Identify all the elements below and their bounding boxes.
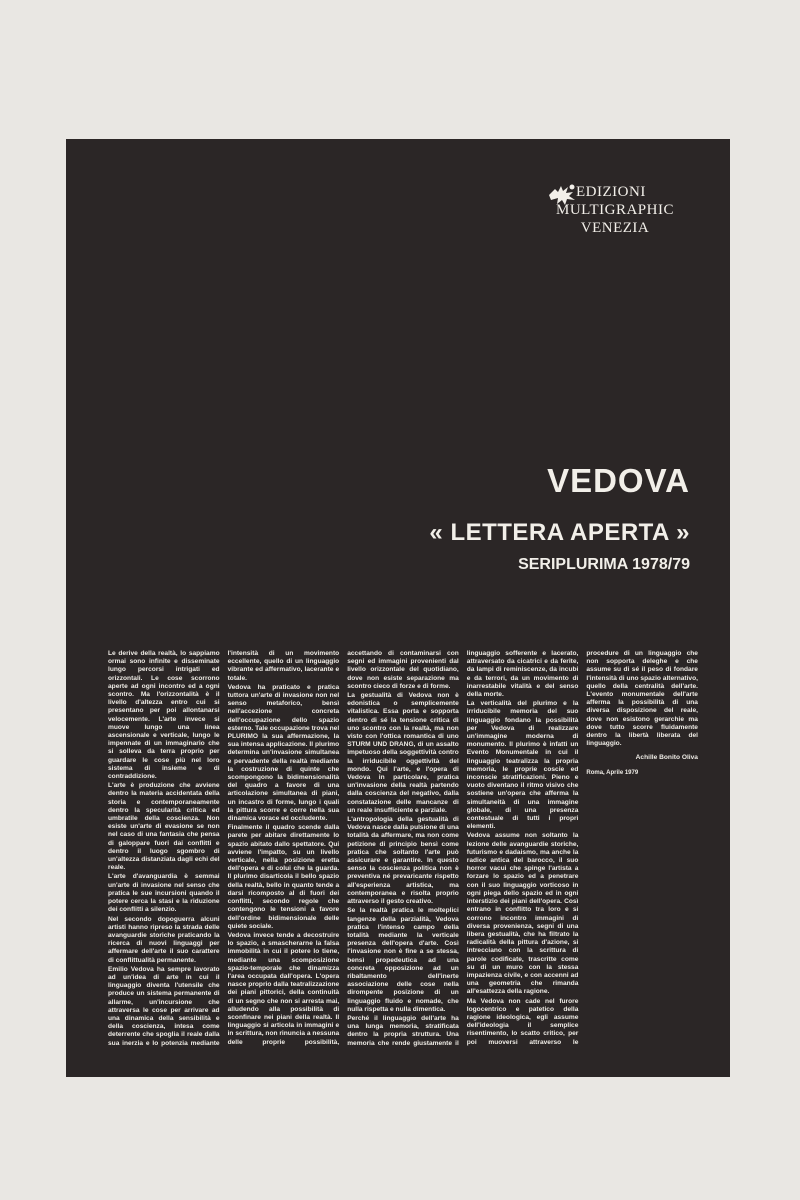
- essay-paragraph: Le derive della realtà, lo sappiamo ormai sono infinite e disseminate lungo percorsi intrigati ed orizzontali. Le cose scorrono aperte ad ogni incontro ed a ogni scontro. Ma l'orizzontalità è il livello d'altezza entro cui si presentano per poi allontanarsi velocemente. L'arte invece si muove lungo una linea ascensionale e verticale, lungo le impennate di un immaginario che si solleva da terra proprio per guardare le cose più nel loro sistema di insieme e di contraddizione.: [108, 650, 220, 781]
- essay-paragraph: Emilio Vedova ha sempre lavorato ad un'idea di arte in cui il linguaggio diventa l'utensile che produce un sistema permanente di allarme, un'incursione che attraversa le cose per arrivare ad una dinamica della sensibilità e della coscienza, intesa come deterrente che spoglia il reale dalla sua inerzia e lo potenzia mediante l'intensità di un movimento eccellente, quello di un linguaggio vibrante ed affermativo, lacerante e totale.: [108, 650, 340, 1047]
- essay-paragraph: L'antropologia della gestualità di Vedova nasce dalla pulsione di una totalità da affermare, ma non come petizione di principio bensì come pratica che soltanto l'arte può assicurare e garantire. In questo senso la coscienza politica non è preventiva né prevaricante rispetto all'esperienza artistica, ma contemporanea e risolta proprio attraverso il gesto creativo.: [347, 816, 459, 906]
- work-subtitle: « LETTERA APERTA »: [429, 519, 690, 546]
- place-date: Roma, Aprile 1979: [586, 769, 639, 776]
- essay-paragraph: L'arte è produzione che avviene dentro la materia accidentata della storia e contemporaneamente dentro la specularità critica ed umbratile della coscienza. Non esiste un'arte di evasione se non nel caso di una fantasia che pensa di galoppare fuori dai conflitti e dentro il luogo sgombro di un'altezza distanziata dagli echi del reale.: [108, 782, 220, 872]
- essay-paragraph: Vedova ha praticato e pratica tuttora un'arte di invasione non nel senso metaforico, bensì nell'accezione concreta dell'occupazione dello spazio esterno. Tale occupazione trova nel PLURIMO la sua affermazione, la sua intensa applicazione. Il plurimo determina un'invasione simultanea e pervadente della realtà mediante la costruzione di quinte che scompongono la bidimensionalità del quadro a favore di una articolazione simultanea di piani, un incastro di forme, lungo i quali la pittura scorre e corre nella sua dinamica vorace ed occludente.: [227, 683, 340, 823]
- essay-paragraph: Nel secondo dopoguerra alcuni artisti hanno ripreso la strada delle avanguardie storiche praticando la ricerca di nuovi linguaggi per affermare dell'arte il suo carattere di conflittualità permanente.: [108, 915, 220, 964]
- poster-sheet: [66, 139, 730, 1077]
- essay-paragraph: Vedova invece tende a decostruire lo spazio, a smascherarne la falsa immobilità in cui il potere lo tiene, mediante una scomposizione spazio-temporale che dinamizza l'area occupata dall'opera. L'opera nasce proprio dalla teatralizzazione dei piani pittorici, della continuità di un segno che non si arresta mai, alludendo alla possibilità di sconfinare nei piani della realtà. Il linguaggio si articola in immagini e in scrittura, non rinuncia a nessuna delle proprie possibilità, accettando di contaminarsi con segni ed immagini provenienti dal livello orizzontale del quotidiano, dove non esiste separazione ma scontro cieco di forze e di forme.: [227, 650, 459, 1046]
- publisher-line-3: VENEZIA: [580, 220, 650, 236]
- publisher-line-2: MULTIGRAPHIC: [556, 202, 674, 218]
- author-signature: Achille Bonito Oliva: [635, 754, 698, 762]
- essay-text: [108, 650, 698, 1050]
- essay-paragraph: Perché il linguaggio dell'arte ha una lunga memoria, stratificata dentro la propria struttura. Una memoria che rende giustamente il linguaggio sofferente e lacerato, attraversato da cicatrici e da ferite, da lampi di reminiscenze, da incubi e da terrori, da un movimento di inarrestabile vitalità e del senso della morte.: [347, 650, 579, 1047]
- essay-paragraph: Ma Vedova non cade nel furore logocentrico e patetico della ragione ideologica, egli assume dell'ideologia il semplice risentimento, lo scatto critico, per poi muoversi attraverso le procedure di un linguaggio che non sopporta deleghe e che assume su di sé il peso di fondare l'intensità di uno spazio alternativo, quello della centralità dell'arte. L'evento monumentale dell'arte afferma la possibilità di una diversa disposizione del reale, dove non esistono gerarchie ma dove tutto scorre fluidamente dentro la libertà liberata del linguaggio.: [466, 650, 698, 1046]
- essay-paragraph: Vedova assume non soltanto la lezione delle avanguardie storiche, futurismo e dadaismo, ma anche la radice antica del barocco, il suo horror vacui che spinge l'artista a forzare lo spazio ed a penetrare con il suo linguaggio vorticoso in ogni piega dello spazio ed in ogni interstizio dei piani dell'opera. Così entrano in conflitto tra loro e si corrono incontro immagini di diversa provenienza, segni di una libera gestualità, che ha filtrato la radicalità della pittura d'azione, si intrecciano con la scrittura di parole codificate, trascritte come su di un muro con la stessa impazienza civile, e con accenni ad una geometria che rimanda all'esattezza della ragione.: [466, 832, 579, 996]
- essay-paragraph: Finalmente il quadro scende dalla parete per abitare direttamente lo spazio abitato dallo spettatore. Qui avviene l'impatto, su un livello verticale, nella posizione eretta dell'opera e di colui che la guarda. Il plurimo disarticola il bello spazio della realtà, bello in quanto tende a darsi ricomposto al di fuori dei conflitti, secondo regole che contengono le tensioni a favore dell'ordine bidimensionale delle quiete sociale.: [227, 824, 340, 930]
- edition-line: SERIPLURIMA 1978/79: [518, 556, 690, 573]
- publisher-line-1: EDIZIONI: [576, 184, 646, 200]
- essay-paragraph: La verticalità del plurimo e la irriducibile memoria del suo linguaggio fondano la possibilità per Vedova di realizzare un'immagine moderna di monumento. Il plurimo è infatti un Evento Monumentale in cui il linguaggio teatralizza la propria memoria, le proprie coscie ed inconscie stratificazioni. Pieno e vuoto diventano il ritmo visivo che sostiene un'opera che afferma la simultaneità di una immagine globale, di una presenza contestuale di tutti i propri elementi.: [466, 700, 579, 831]
- essay-paragraph: L'arte d'avanguardia è semmai un'arte di invasione nel senso che pratica le sue incursioni quando il potere cerca la stasi e la riduzione dei conflitti a silenzio.: [108, 873, 220, 914]
- essay-paragraph: La gestualità di Vedova non è edonistica o semplicemente vitalistica. Essa porta e sopporta dentro di sé la tensione critica di uno scontro con la realtà, ma non visto con l'ottica romantica di uno STURM UND DRANG, di un assalto impetuoso della soggettività contro la irriducibile oggettività del mondo. Qui l'arte, e l'opera di Vedova in particolare, pratica un'invasione della realtà partendo dalla coscienza del negativo, dalla constatazione delle mancanze di un reale insufficiente e parziale.: [347, 692, 459, 814]
- winged-figure-icon: [546, 181, 580, 209]
- artist-title: VEDOVA: [547, 462, 690, 499]
- publisher-logo: [550, 183, 680, 237]
- title-block: [429, 461, 690, 575]
- essay-paragraph: Se la realtà pratica le molteplici tangenze della parzialità, Vedova pratica l'intenso campo della totalità mediante la verticale presenza dell'opera d'arte. Così l'invasione non è fine a se stessa, bensì propedeutica ad una concreta opposizione ad un ribaltamento dell'inerte associazione delle cose nella dirompente posizione di un linguaggio fluido e nomade, che nulla rispetta e nulla dimentica.: [347, 907, 459, 1013]
